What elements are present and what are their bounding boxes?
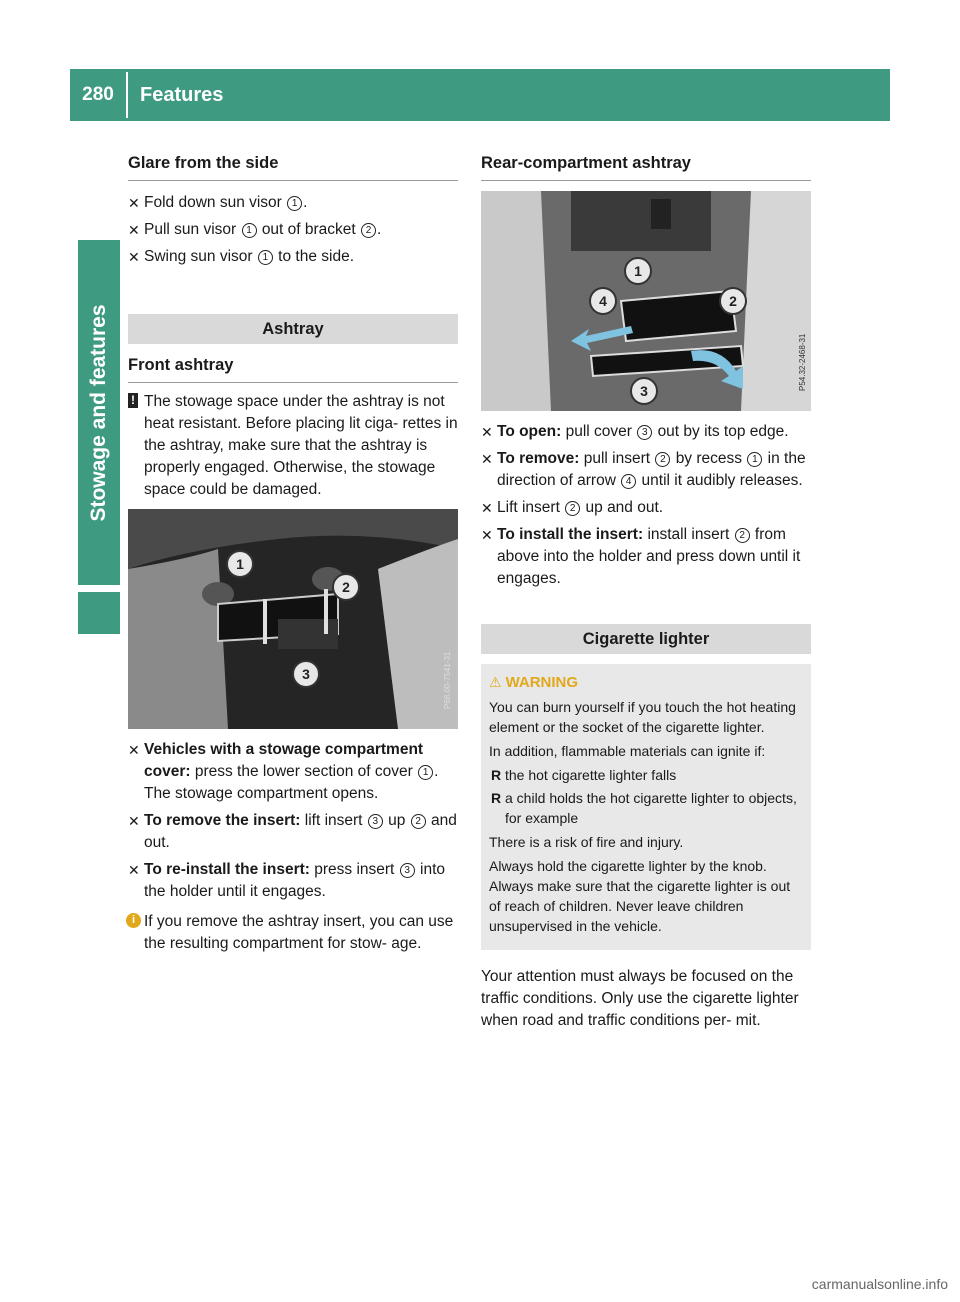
glare-title: Glare from the side (128, 148, 458, 181)
photo1-code: P68.00-7541-31 (443, 651, 452, 709)
front-ashtray-photo (128, 509, 458, 729)
warning-bullet-2: R a child holds the hot cigarette lighter to objects, for example (491, 790, 797, 826)
rear-step-install: ✕ To install the insert: install insert 2 from above into the holder and press down until it engages. (481, 526, 801, 587)
side-tab-label: Stowage and features (87, 303, 110, 522)
warning-header: ⚠ WARNING (489, 674, 579, 691)
warning-text-1: You can burn yourself if you touch the hot heating element or the socket of the cigarette lighter. (489, 699, 796, 735)
section-title: Features (140, 84, 224, 106)
glare-step-1: ✕ Fold down sun visor 1 . (128, 194, 308, 211)
warning-text-2: In addition, flammable materials can ignite if: (489, 743, 766, 759)
front-step-3: ✕ To re-install the insert: press insert 3 into the holder until it engages. (128, 861, 445, 900)
glare-step-3: ✕ Swing sun visor 1 to the side. (128, 248, 354, 265)
rear-step-remove: ✕ To remove: pull insert 2 by recess 1 in the direction of arrow 4 until it audibly releases. (481, 450, 806, 489)
side-square (78, 592, 120, 634)
warning-box (481, 664, 811, 950)
damage-note: ! The stowage space under the ashtray is not heat resistant. Before placing lit ciga- rettes in the ashtray, make sure that the ashtray is properly engaged. Otherwise, the stowage space could be damaged. (128, 391, 458, 501)
warning-text-4: Always hold the cigarette lighter by the knob. Always make sure that the cigarette lighter is out of reach of children. Never leave children unsupervised in the vehicle. (489, 858, 791, 934)
warning-text-3: There is a risk of fire and injury. (489, 834, 684, 850)
info-note: i If you remove the ashtray insert, you can use the resulting compartment for stow- age. (128, 911, 458, 955)
photo2-callout-2: 2 (729, 293, 737, 309)
ashtray-heading: Ashtray (128, 314, 458, 344)
photo1-callout-3: 3 (302, 666, 310, 682)
watermark: carmanualsonline.info (811, 1276, 948, 1292)
front-step-2: ✕ To remove the insert: lift insert 3 up 2 and out. (128, 812, 457, 851)
side-tab (78, 240, 120, 585)
attention-text: Your attention must always be focused on the traffic conditions. Only use the cigarette lighter when road and traffic conditions per- mit. (481, 968, 799, 1029)
lighter-heading: Cigarette lighter (481, 624, 811, 654)
photo1-callout-2: 2 (342, 579, 350, 595)
rear-ashtray-photo (481, 191, 811, 411)
page-number: 280 (82, 84, 114, 105)
photo2-callout-1: 1 (634, 263, 642, 279)
photo2-code: P54.32-2468-31 (798, 333, 807, 391)
front-step-1: ✕ Vehicles with a stowage compartment cover: press the lower section of cover 1 . The stowage compartment opens. (128, 741, 439, 802)
photo1-callout-1: 1 (236, 556, 244, 572)
warning-bullet-1: R the hot cigarette lighter falls (491, 767, 677, 783)
glare-step-2: ✕ Pull sun visor 1 out of bracket 2 . (128, 221, 382, 238)
rear-step-open: ✕ To open: pull cover 3 out by its top edge. (481, 423, 789, 440)
left-column (128, 148, 458, 963)
right-column (481, 148, 811, 1032)
rear-step-lift: ✕ Lift insert 2 up and out. (481, 499, 664, 516)
photo2-callout-4: 4 (599, 293, 607, 309)
photo2-callout-3: 3 (640, 383, 648, 399)
rear-ashtray-title: Rear-compartment ashtray (481, 148, 811, 181)
warning-icon: ⚠ (489, 674, 502, 690)
header-divider (126, 72, 128, 118)
front-ashtray-title: Front ashtray (128, 350, 458, 383)
